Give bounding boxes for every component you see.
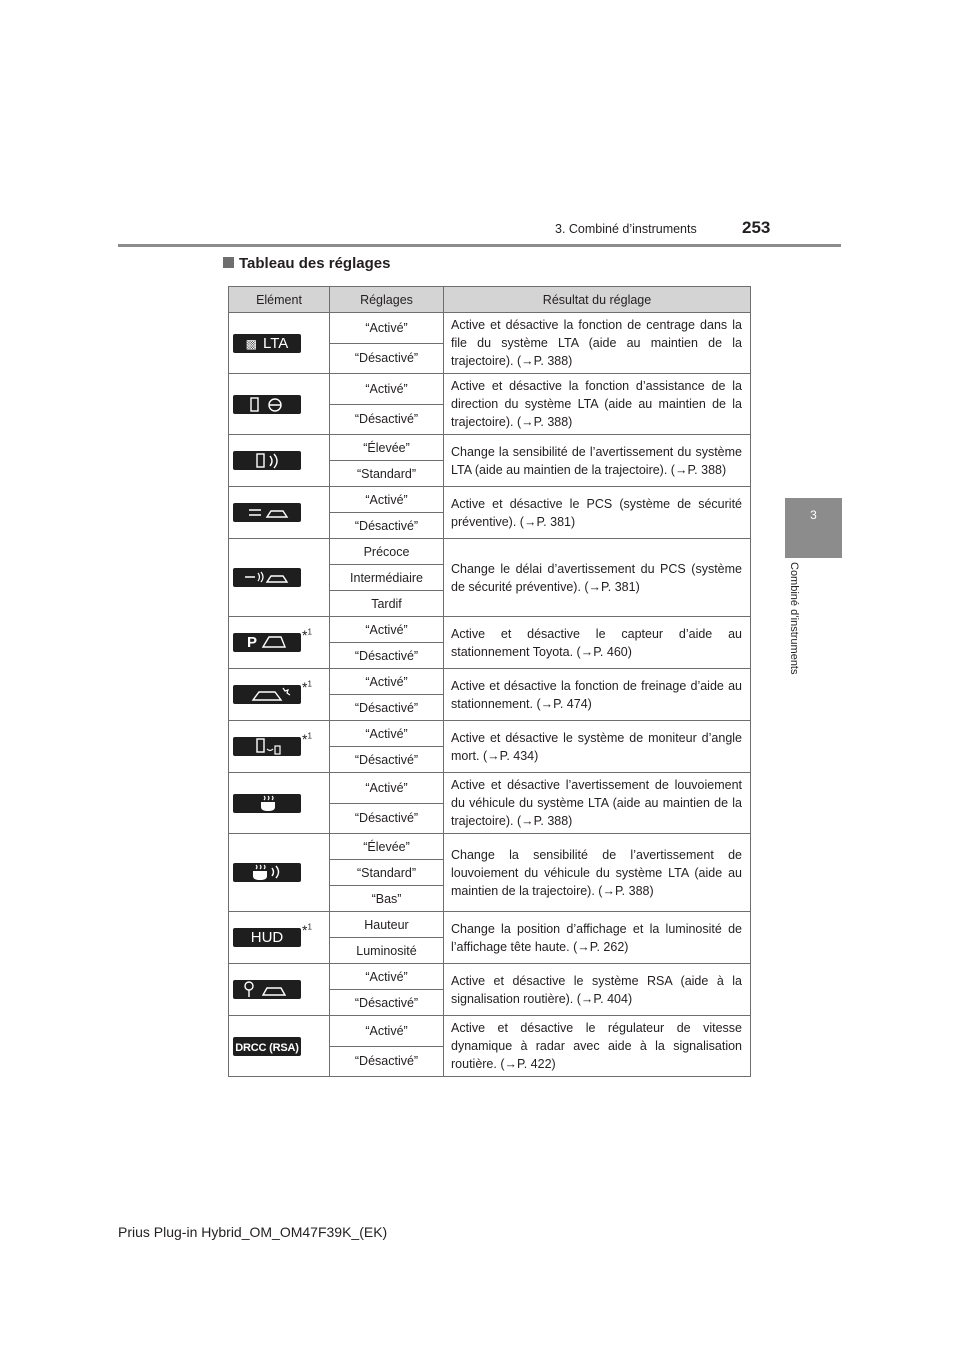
drcc-rsa-icon: DRCC (RSA)	[233, 1037, 301, 1056]
page-number: 253	[742, 218, 771, 237]
section-heading	[223, 255, 390, 272]
sway-warning-icon	[233, 794, 301, 813]
table-row	[229, 964, 751, 990]
setting-value: “Désactivé”	[330, 343, 444, 374]
setting-value: “Activé”	[330, 313, 444, 344]
setting-value: Tardif	[330, 591, 444, 617]
setting-value: “Activé”	[330, 669, 444, 695]
setting-value: “Désactivé”	[330, 990, 444, 1016]
setting-value: “Standard”	[330, 461, 444, 487]
table-row	[229, 1016, 751, 1047]
table-row	[229, 374, 751, 405]
table-row	[229, 435, 751, 461]
steering-assist-icon	[233, 395, 301, 414]
column-header: Résultat du réglage	[444, 287, 751, 313]
setting-value: “Activé”	[330, 487, 444, 513]
item-icon-cell	[229, 721, 330, 773]
table-row	[229, 313, 751, 344]
setting-value: “Élevée”	[330, 834, 444, 860]
lta-icon: ▩ LTA	[233, 334, 301, 353]
setting-result: Change le délai d’avertissement du PCS (système de sécurité préventive). (→P. 381)	[444, 539, 751, 617]
table-row	[229, 487, 751, 513]
square-bullet-icon	[223, 257, 234, 268]
footer-text: Prius Plug-in Hybrid_OM_OM47F39K_(EK)	[118, 1224, 388, 1240]
setting-value: “Désactivé”	[330, 803, 444, 834]
setting-value: “Activé”	[330, 617, 444, 643]
parking-brake-assist-icon	[233, 685, 301, 704]
setting-result: Change la sensibilité de l’avertissement du système LTA (aide au maintien de la trajectoire). (→P. 388)	[444, 435, 751, 487]
lta-sensitivity-icon	[233, 451, 301, 470]
item-icon-cell	[229, 912, 330, 964]
footnote-marker: *$^1$	[302, 730, 312, 747]
table-row	[229, 773, 751, 804]
setting-value: Intermédiaire	[330, 565, 444, 591]
footnote-marker: *$^1$	[302, 626, 312, 643]
setting-value: “Standard”	[330, 860, 444, 886]
item-icon-cell	[229, 374, 330, 435]
setting-result: Active et désactive le PCS (système de sécurité préventive). (→P. 381)	[444, 487, 751, 539]
section-heading-text: Tableau des réglages	[239, 255, 391, 272]
setting-value: “Activé”	[330, 773, 444, 804]
side-tab-label: Combiné d’instruments	[788, 562, 800, 675]
setting-value: “Désactivé”	[330, 643, 444, 669]
setting-result: Active et désactive la fonction d’assistance de la direction du système LTA (aide au maintien de la trajectoire). (→P. 388)	[444, 374, 751, 435]
side-tab-number: 3	[810, 508, 817, 522]
table-row	[229, 617, 751, 643]
item-icon-cell	[229, 669, 330, 721]
setting-value: “Activé”	[330, 1016, 444, 1047]
setting-value: “Désactivé”	[330, 513, 444, 539]
chapter-title: 3. Combiné d’instruments	[555, 222, 697, 236]
setting-result: Active et désactive la fonction de centrage dans la file du système LTA (aide au maintien de la trajectoire). (→P. 388)	[444, 313, 751, 374]
side-tab	[785, 498, 842, 558]
item-icon-cell	[229, 617, 330, 669]
footnote-marker: *$^1$	[302, 921, 312, 938]
parking-sensor-icon: P	[233, 633, 301, 652]
column-header: Réglages	[330, 287, 444, 313]
column-header: Elément	[229, 287, 330, 313]
table-header-row	[229, 287, 751, 313]
table-row	[229, 669, 751, 695]
setting-result: Change la position d’affichage et la luminosité de l’affichage tête haute. (→P. 262)	[444, 912, 751, 964]
pcs-icon	[233, 503, 301, 522]
setting-result: Change la sensibilité de l’avertissement de louvoiement du véhicule du système LTA (aide au maintien de la trajectoire). (→P. 388)	[444, 834, 751, 912]
item-icon-cell	[229, 964, 330, 1016]
item-icon-cell	[229, 834, 330, 912]
item-icon-cell	[229, 313, 330, 374]
setting-value: Luminosité	[330, 938, 444, 964]
item-icon-cell	[229, 773, 330, 834]
setting-value: “Bas”	[330, 886, 444, 912]
setting-value: “Désactivé”	[330, 695, 444, 721]
setting-result: Active et désactive le système de moniteur d’angle mort. (→P. 434)	[444, 721, 751, 773]
setting-value: “Désactivé”	[330, 747, 444, 773]
table-row	[229, 539, 751, 565]
rsa-icon	[233, 980, 301, 999]
setting-value: “Désactivé”	[330, 1046, 444, 1077]
setting-value: Précoce	[330, 539, 444, 565]
setting-value: “Désactivé”	[330, 404, 444, 435]
item-icon-cell	[229, 487, 330, 539]
hud-icon: HUD	[233, 928, 301, 947]
item-icon-cell	[229, 435, 330, 487]
setting-value: Hauteur	[330, 912, 444, 938]
table-body	[229, 313, 751, 1077]
setting-result: Active et désactive la fonction de freinage d’aide au stationnement. (→P. 474)	[444, 669, 751, 721]
settings-table	[228, 286, 751, 1077]
item-icon-cell	[229, 1016, 330, 1077]
setting-value: “Activé”	[330, 721, 444, 747]
setting-value: “Activé”	[330, 964, 444, 990]
table-row	[229, 721, 751, 747]
setting-value: “Activé”	[330, 374, 444, 405]
table-row	[229, 834, 751, 860]
item-icon-cell	[229, 539, 330, 617]
header-rule	[118, 244, 841, 247]
setting-result: Active et désactive le système RSA (aide à la signalisation routière). (→P. 404)	[444, 964, 751, 1016]
setting-result: Active et désactive l’avertissement de louvoiement du véhicule du système LTA (aide au maintien de la trajectoire). (→P. 388)	[444, 773, 751, 834]
footnote-marker: *$^1$	[302, 678, 312, 695]
table-row	[229, 912, 751, 938]
blind-spot-icon	[233, 737, 301, 756]
setting-result: Active et désactive le capteur d’aide au stationnement Toyota. (→P. 460)	[444, 617, 751, 669]
setting-value: “Élevée”	[330, 435, 444, 461]
setting-result: Active et désactive le régulateur de vitesse dynamique à radar avec aide à la signalisation routière. (→P. 422)	[444, 1016, 751, 1077]
sway-sensitivity-icon	[233, 863, 301, 882]
pcs-timing-icon	[233, 568, 301, 587]
